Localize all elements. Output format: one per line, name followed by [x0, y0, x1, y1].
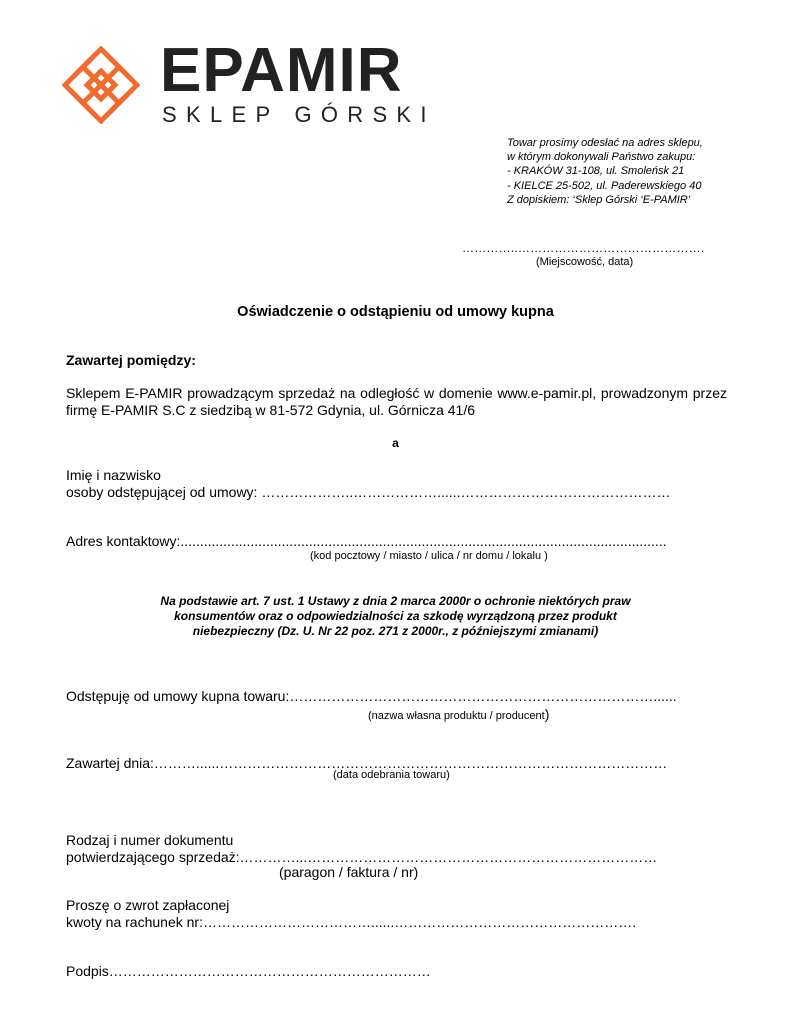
product-withdraw-hint [368, 706, 549, 722]
receipt-date-field[interactable]: Zawartej dnia:………......…………………………………………………………………………………… [66, 755, 668, 771]
sales-document-field[interactable]: potwierdzającego sprzedaż:…………...………………………………………………………………… [66, 849, 658, 865]
contact-address-field[interactable]: Adres kontaktowy:............................................................................................................................. [66, 533, 667, 549]
receipt-date-hint: (data odebrania towaru) [333, 769, 450, 781]
brand-name [160, 36, 403, 106]
place-date-field[interactable]: …………..………………………………………. [462, 241, 705, 255]
seller-description: Sklepem E-PAMIR prowadzącym sprzedaż na odległość w domenie www.e-pamir.pl, prowadzonym przez firmę E-PAMIR S.C z siedzibą w 81-572 Gdynia, ul. Górnicza 41/6 [66, 385, 727, 418]
refund-label: Proszę o zwrot zapłaconej [66, 897, 230, 913]
address-note-line: w którym dokonywali Państwo zakupu: [507, 151, 696, 164]
legal-basis-text [0, 594, 791, 639]
brand-prefix: E [160, 36, 203, 105]
address-note-line: Z dopiskiem: ‘Sklep Górski ‘E-PAMIR’ [507, 193, 691, 206]
bank-account-field[interactable]: kwoty na rachunek nr:………………………………......……………………………………………. [66, 914, 637, 930]
legal-basis-line: Na podstawie art. 7 ust. 1 Ustawy z dnia 2 marca 2000r o ochronie niektórych praw [160, 594, 631, 608]
sales-document-hint: (paragon / faktura / nr) [279, 864, 419, 880]
contact-address-hint: (kod pocztowy / miasto / ulica / nr domu / lokalu ) [310, 550, 548, 562]
product-withdraw-hint-close: ) [544, 706, 550, 722]
product-withdraw-hint-text: (nazwa własna produktu / producent [368, 710, 545, 722]
document-title: Oświadczenie o odstąpieniu od umowy kupna [237, 304, 554, 320]
legal-basis-line: konsumentów oraz o odpowiedzialności za szkodę wyrządzoną przez produkt [174, 609, 617, 623]
sales-document-label: Rodzaj i numer dokumentu [66, 832, 234, 848]
name-field-label: Imię i nazwisko [66, 467, 161, 483]
address-note-line: Towar prosimy odesłać na adres sklepu, [507, 137, 703, 149]
address-note-line: - KIELCE 25-502, ul. Paderewskiego 40 [507, 179, 702, 192]
return-address-note [507, 136, 767, 207]
brand-tagline: SKLEP GÓRSKI [162, 102, 436, 127]
name-field[interactable]: osoby odstępującej od umowy: ………………..………………......……………………………………… [66, 484, 671, 500]
brand-name-text: PAMIR [202, 36, 403, 105]
product-withdraw-field[interactable]: Odstępuję od umowy kupna towaru:……………………………………………………………………...... [66, 688, 677, 704]
legal-basis-line: niebezpieczny (Dz. U. Nr 22 poz. 271 z 2000r., z późniejszymi zmianami) [192, 624, 599, 638]
signature-field[interactable]: Podpis…………………………………………………………… [66, 963, 431, 979]
pamir-knot-logo-icon [62, 46, 140, 124]
address-note-line: - KRAKÓW 31-108, ul. Smoleńsk 21 [507, 165, 685, 178]
between-label: Zawartej pomiędzy: [66, 352, 196, 368]
and-label: a [392, 436, 399, 450]
place-date-hint: (Miejscowość, data) [536, 256, 634, 268]
